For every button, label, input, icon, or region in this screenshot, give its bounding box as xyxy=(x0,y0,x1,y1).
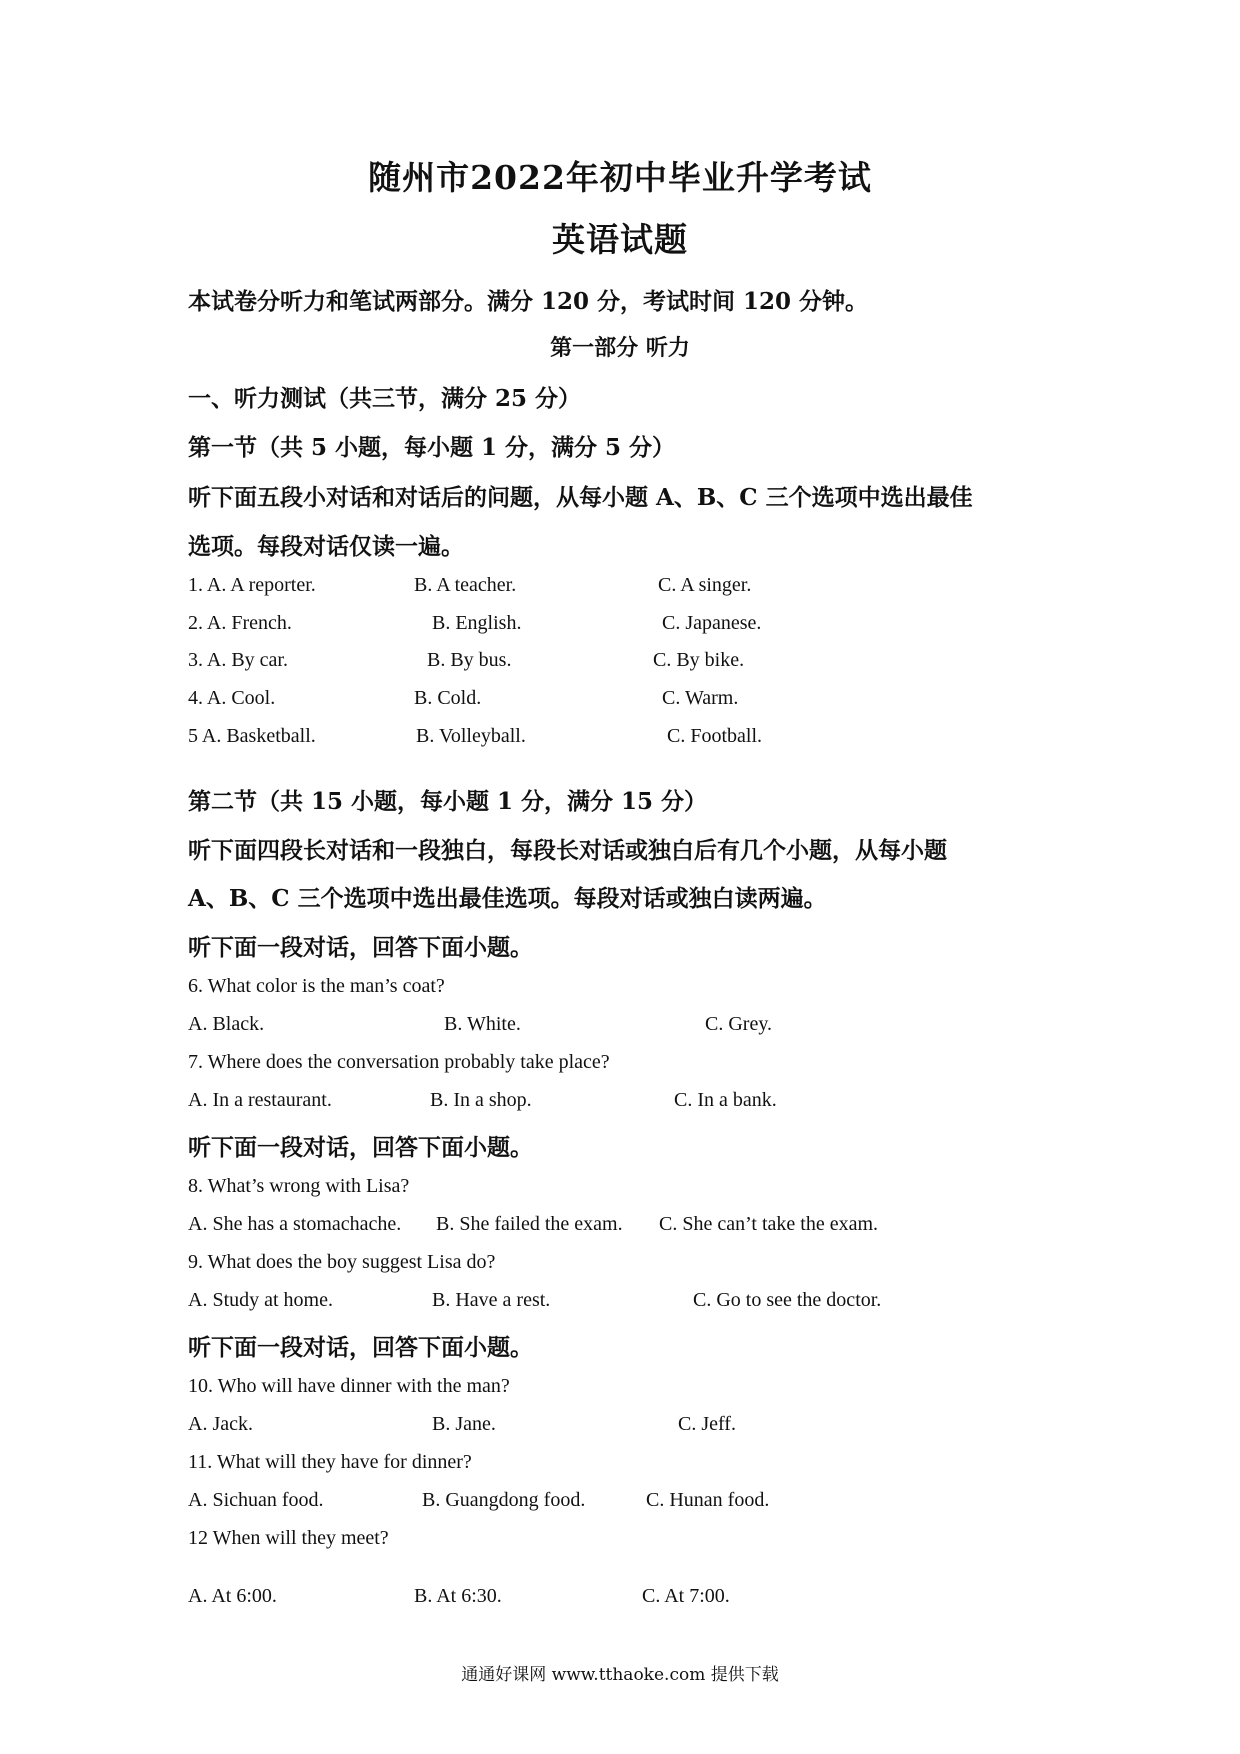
q5-option-a: 5 A. Basketball. xyxy=(188,725,316,747)
q9-option-b: B. Have a rest. xyxy=(432,1289,551,1311)
dialog-prompt: 听下面一段对话，回答下面小题。 xyxy=(188,1334,533,1361)
q1-option-a: 1. A. A reporter. xyxy=(188,574,316,596)
dialog-prompt: 听下面一段对话，回答下面小题。 xyxy=(188,1134,533,1161)
q2-option-c: C. Japanese. xyxy=(662,612,762,634)
q12-option-b: B. At 6:30. xyxy=(414,1585,502,1607)
q1-option-b: B. A teacher. xyxy=(414,574,517,596)
q6-option-c: C. Grey. xyxy=(705,1013,773,1035)
section-title: 一、听力测试（共三节，满分 25 分） xyxy=(188,385,582,412)
q10-option-c: C. Jeff. xyxy=(678,1413,736,1435)
q12-option-a: A. At 6:00. xyxy=(188,1585,277,1607)
q10-option-b: B. Jane. xyxy=(432,1413,496,1435)
q9-question: 9. What does the boy suggest Lisa do? xyxy=(188,1251,496,1273)
part-heading: 第一部分 听力 xyxy=(550,335,690,361)
q11-option-b: B. Guangdong food. xyxy=(422,1489,586,1511)
q8-option-c: C. She can’t take the exam. xyxy=(659,1213,879,1235)
q2-option-b: B. English. xyxy=(432,612,522,634)
q7-question: 7. Where does the conversation probably take place? xyxy=(188,1051,610,1073)
q12-option-c: C. At 7:00. xyxy=(642,1585,730,1607)
section1-instruction-line1: 听下面五段小对话和对话后的问题，从每小题 A、B、C 三个选项中选出最佳 xyxy=(188,484,973,511)
q2-option-a: 2. A. French. xyxy=(188,612,292,634)
q6-option-b: B. White. xyxy=(444,1013,521,1035)
q7-option-b: B. In a shop. xyxy=(430,1089,532,1111)
q8-option-b: B. She failed the exam. xyxy=(436,1213,623,1235)
q8-option-a: A. She has a stomachache. xyxy=(188,1213,402,1235)
q4-option-b: B. Cold. xyxy=(414,687,482,709)
exam-intro: 本试卷分听力和笔试两部分。满分 120 分，考试时间 120 分钟。 xyxy=(188,288,869,315)
exam-subtitle: 英语试题 xyxy=(552,220,688,259)
q4-option-a: 4. A. Cool. xyxy=(188,687,276,709)
q10-option-a: A. Jack. xyxy=(188,1413,253,1435)
q11-question: 11. What will they have for dinner? xyxy=(188,1451,472,1473)
section1-heading: 第一节（共 5 小题，每小题 1 分，满分 5 分） xyxy=(188,434,676,461)
q5-option-c: C. Football. xyxy=(667,725,763,747)
footer-source: 通通好课网 www.tthaoke.com 提供下载 xyxy=(461,1665,779,1685)
section2-instruction-line1: 听下面四段长对话和一段独白，每段长对话或独白后有几个小题，从每小题 xyxy=(188,837,947,864)
q3-option-a: 3. A. By car. xyxy=(188,649,288,671)
exam-title: 随州市2022年初中毕业升学考试 xyxy=(368,158,872,197)
q3-option-c: C. By bike. xyxy=(653,649,745,671)
q10-question: 10. Who will have dinner with the man? xyxy=(188,1375,510,1397)
q11-option-c: C. Hunan food. xyxy=(646,1489,770,1511)
q6-question: 6. What color is the man’s coat? xyxy=(188,975,445,997)
q12-question: 12 When will they meet? xyxy=(188,1527,389,1549)
q7-option-a: A. In a restaurant. xyxy=(188,1089,332,1111)
section2-instruction-line2: A、B、C 三个选项中选出最佳选项。每段对话或独白读两遍。 xyxy=(188,885,827,912)
dialog-prompt: 听下面一段对话，回答下面小题。 xyxy=(188,934,533,961)
q9-option-a: A. Study at home. xyxy=(188,1289,333,1311)
q3-option-b: B. By bus. xyxy=(427,649,512,671)
q1-option-c: C. A singer. xyxy=(658,574,752,596)
section1-instruction-line2: 选项。每段对话仅读一遍。 xyxy=(188,533,464,560)
q9-option-c: C. Go to see the doctor. xyxy=(693,1289,882,1311)
section2-heading: 第二节（共 15 小题，每小题 1 分，满分 15 分） xyxy=(188,788,708,815)
q11-option-a: A. Sichuan food. xyxy=(188,1489,324,1511)
q5-option-b: B. Volleyball. xyxy=(416,725,526,747)
q6-option-a: A. Black. xyxy=(188,1013,265,1035)
q8-question: 8. What’s wrong with Lisa? xyxy=(188,1175,410,1197)
q4-option-c: C. Warm. xyxy=(662,687,739,709)
q7-option-c: C. In a bank. xyxy=(674,1089,777,1111)
